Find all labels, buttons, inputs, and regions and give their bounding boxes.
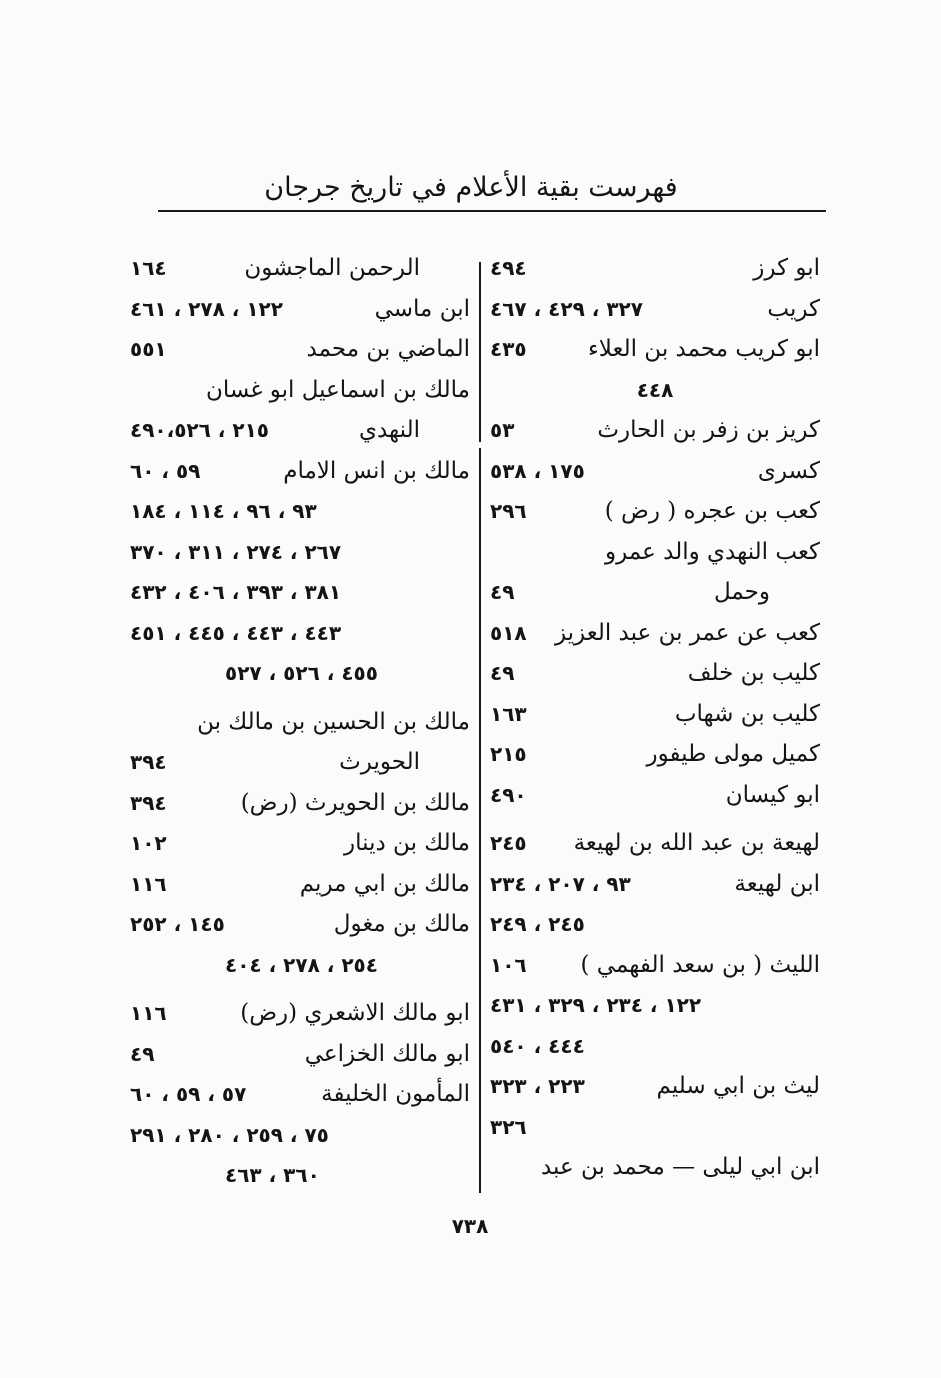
entry-pages: ٤٤٣ ، ٤٤٣ ، ٤٤٥ ، ٤٥١ — [130, 620, 342, 645]
index-entry-continuation — [130, 572, 470, 613]
entry-pages: ٢٦٧ ، ٢٧٤ ، ٣١١ ، ٣٧٠ — [130, 539, 342, 564]
entry-pages: ٤٩٤ — [490, 256, 527, 280]
index-entry — [130, 248, 470, 289]
entry-name: النهدي — [358, 417, 420, 443]
index-entry — [490, 823, 820, 864]
entry-name: مالك بن ابي مريم — [299, 870, 470, 897]
entry-name: ابو كرز — [753, 255, 820, 281]
index-entry — [130, 742, 470, 783]
index-column-left — [130, 248, 470, 1196]
entry-pages: ١٢٢ ، ٢٧٨ ، ٤٦١ — [130, 296, 283, 321]
index-entry-continuation — [130, 1115, 470, 1156]
index-entry — [490, 532, 820, 573]
entry-name: الليث ( بن سعد الفهمي ) — [580, 951, 820, 978]
entry-name: ابو مالك الاشعري (رض) — [240, 1000, 470, 1026]
index-entry-continuation — [490, 370, 820, 411]
entry-pages: ١٤٥ ، ٢٥٢ — [130, 912, 225, 936]
index-entry-continuation — [490, 1026, 820, 1067]
entry-name: المأمون الخليفة — [321, 1081, 470, 1107]
header-rule — [158, 210, 826, 212]
entry-pages: ١٦٤ — [130, 256, 167, 280]
entry-pages: ٣٨١ ، ٣٩٣ ، ٤٠٦ ، ٤٣٢ — [130, 580, 342, 604]
entry-name: كعب بن عجره ( رض ) — [604, 498, 820, 524]
index-entry-continuation — [130, 491, 470, 532]
entry-pages: ٢٢٣ ، ٣٢٣ — [490, 1074, 585, 1098]
entry-pages: ٥٧ ، ٥٩ ، ٦٠ — [130, 1082, 247, 1106]
index-entry — [130, 823, 470, 864]
entry-pages: ٢٥٤ ، ٢٧٨ ، ٤٠٤ — [225, 952, 378, 977]
entry-pages: ٥١٨ — [490, 620, 527, 645]
entry-name: كميل مولى طيفور — [646, 741, 820, 767]
entry-pages: ١١٦ — [130, 871, 167, 896]
index-entry — [130, 410, 470, 451]
index-entry-continuation — [490, 904, 820, 945]
entry-pages: ٢٤٥ ، ٢٤٩ — [490, 912, 585, 936]
column-divider-bottom — [479, 448, 481, 1193]
entry-name: ابن لهيعة — [734, 870, 820, 897]
index-entry — [490, 248, 820, 289]
entry-name: لهيعة بن عبد الله بن لهيعة — [573, 830, 820, 856]
index-entry-continuation — [130, 945, 470, 986]
index-entry — [490, 864, 820, 905]
entry-name: كليب بن خلف — [687, 660, 820, 686]
entry-pages: ٧٥ ، ٢٥٩ ، ٢٨٠ ، ٢٩١ — [130, 1122, 329, 1147]
entry-pages: ٣٩٤ — [130, 790, 167, 815]
entry-name: مالك بن مغول — [333, 911, 470, 937]
index-entry — [490, 775, 820, 816]
index-entry — [490, 451, 820, 492]
index-entry-continuation — [130, 1155, 470, 1196]
index-entry — [490, 329, 820, 370]
entry-name: وحمل — [713, 579, 770, 605]
index-entry — [130, 451, 470, 492]
entry-pages: ١٢٢ ، ٢٣٤ ، ٣٢٩ ، ٤٣١ — [490, 993, 702, 1017]
index-entry — [490, 1147, 820, 1188]
index-entry — [490, 694, 820, 735]
entry-pages: ٢١٥ — [490, 742, 527, 766]
index-entry — [490, 410, 820, 451]
index-entry — [130, 1074, 470, 1115]
entry-pages: ٣٢٦ — [490, 1114, 527, 1139]
entry-pages: ٣٩٤ — [130, 750, 167, 774]
entry-pages: ٤٣٥ — [490, 337, 527, 361]
index-entry — [490, 289, 820, 330]
entry-name: ابو مالك الخزاعي — [304, 1040, 470, 1067]
entry-name: الرحمن الماجشون — [244, 255, 420, 281]
entry-name: الماضي بن محمد — [306, 336, 470, 362]
entry-pages: ٥٥١ — [130, 337, 167, 361]
index-entry — [490, 572, 820, 613]
index-entry — [130, 370, 470, 411]
index-entry — [490, 491, 820, 532]
entry-pages: ٤٥٥ ، ٥٢٦ ، ٥٢٧ — [225, 661, 378, 685]
index-entry — [490, 613, 820, 654]
index-entry — [130, 702, 470, 743]
index-entry — [130, 329, 470, 370]
entry-pages: ١٠٦ — [490, 952, 527, 977]
entry-name: كليب بن شهاب — [674, 700, 820, 727]
entry-name: ابن ابي ليلى — محمد بن عبد — [540, 1154, 820, 1180]
entry-pages: ١٦٣ — [490, 701, 527, 726]
entry-pages: ٥٣ — [490, 418, 515, 442]
entry-name: ليث بن ابي سليم — [656, 1073, 820, 1099]
index-column-right — [490, 248, 820, 1188]
index-entry — [130, 1034, 470, 1075]
index-entry-continuation — [130, 613, 470, 654]
entry-pages: ٤٩ — [490, 580, 515, 604]
entry-pages: ٤٩٠ — [490, 782, 527, 807]
page-header-title: فهرست بقية الأعلام في تاريخ جرجان — [264, 172, 678, 203]
entry-pages: ١٠٢ — [130, 831, 167, 855]
entry-pages: ٣٢٧ ، ٤٢٩ ، ٤٦٧ — [490, 296, 643, 321]
index-entry — [490, 653, 820, 694]
entry-name: كعب عن عمر بن عبد العزيز — [554, 619, 820, 646]
index-entry-continuation — [130, 532, 470, 573]
entry-name: كريب — [767, 295, 820, 322]
index-entry — [130, 904, 470, 945]
entry-pages: ١٧٥ ، ٥٣٨ — [490, 458, 585, 483]
entry-pages: ٢١٥ ، ٤٩٠،٥٢٦ — [130, 418, 269, 442]
index-entry — [130, 289, 470, 330]
index-entry — [490, 945, 820, 986]
index-entry-continuation — [130, 653, 470, 694]
index-entry — [130, 993, 470, 1034]
entry-name: ابن ماسي — [374, 295, 470, 322]
entry-pages: ٥٩ ، ٦٠ — [130, 458, 201, 483]
entry-pages: ٢٩٦ — [490, 499, 527, 523]
entry-name: كسرى — [757, 457, 820, 484]
entry-pages: ٣٦٠ ، ٤٦٣ — [225, 1163, 320, 1187]
entry-name: كعب النهدي والد عمرو — [605, 538, 820, 565]
entry-pages: ١١٦ — [130, 1001, 167, 1025]
page-number: ٧٣٨ — [451, 1214, 489, 1238]
index-entry-continuation — [490, 1107, 820, 1148]
entry-pages: ٤٩ — [130, 1041, 155, 1066]
entry-name: مالك بن دينار — [344, 830, 470, 856]
entry-pages: ٩٣ ، ٢٠٧ ، ٢٣٤ — [490, 871, 631, 896]
entry-pages: ٤٤٤ ، ٥٤٠ — [490, 1033, 585, 1058]
index-entry — [490, 734, 820, 775]
entry-name: مالك بن الحسين بن مالك بن — [197, 708, 470, 735]
index-entry — [130, 783, 470, 824]
entry-name: كريز بن زفر بن الحارث — [597, 417, 820, 443]
entry-name: ابو كيسان — [725, 781, 820, 808]
entry-pages: ٤٤٨ — [636, 377, 674, 402]
entry-name: مالك بن انس الامام — [283, 457, 470, 484]
index-entry-continuation — [490, 985, 820, 1026]
entry-pages: ٤٩ — [490, 661, 515, 685]
index-entry — [490, 1066, 820, 1107]
column-divider-top — [479, 262, 481, 442]
entry-name: الحويرث — [339, 749, 420, 775]
entry-name: مالك بن الحويرث (رض) — [240, 789, 470, 816]
index-entry — [130, 864, 470, 905]
entry-pages: ٢٤٥ — [490, 831, 527, 855]
entry-name: مالك بن اسماعيل ابو غسان — [205, 376, 470, 403]
entry-pages: ٩٣ ، ٩٦ ، ١١٤ ، ١٨٤ — [130, 499, 317, 523]
entry-name: ابو كريب محمد بن العلاء — [587, 336, 820, 362]
